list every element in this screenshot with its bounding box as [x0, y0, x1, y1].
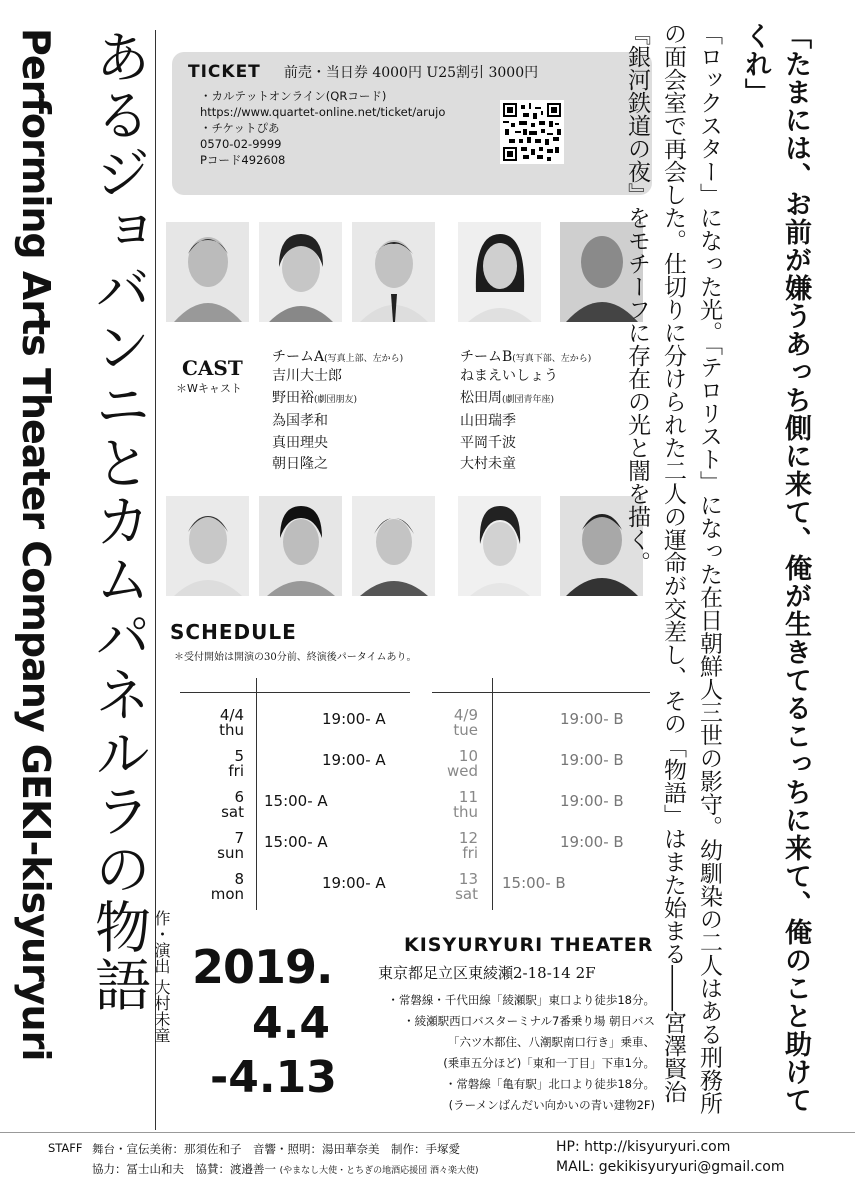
start-date: 4.4 — [252, 998, 330, 1049]
email-link[interactable]: MAIL: gekikisyuryuri@gmail.com — [556, 1159, 785, 1175]
cast-photo — [166, 222, 249, 322]
schedule-date-num: 4/9 — [453, 706, 478, 724]
access-line: 「六ツ木都住、八潮駅南口行き」乗車、 — [448, 1035, 655, 1049]
schedule-date — [184, 749, 244, 779]
ticket-line: ・チケットぴあ — [200, 121, 280, 135]
schedule-date-num: 10 — [458, 747, 478, 765]
cast-label: CAST — [182, 356, 243, 380]
schedule-weekday: thu — [219, 721, 244, 739]
schedule-date — [184, 708, 244, 738]
schedule-weekday: wed — [446, 762, 478, 780]
schedule-rule — [256, 678, 257, 910]
schedule-date-num: 6 — [234, 788, 244, 806]
schedule-date — [418, 708, 478, 738]
ticket-phone: 0570-02-9999 — [200, 137, 282, 151]
access-line: (ラーメンばんだい向かいの青い建物2F) — [448, 1098, 655, 1112]
schedule-date — [418, 872, 478, 902]
play-title: あるジョバンニとカムパネルラの物語 — [86, 28, 151, 1014]
cast-photo — [259, 222, 342, 322]
schedule-weekday: sat — [455, 885, 478, 903]
cast-member: 朝日隆之 — [272, 456, 328, 472]
schedule-date-num: 8 — [234, 870, 244, 888]
cast-member: 山田瑞季 — [460, 413, 516, 429]
cast-member: 為国孝和 — [272, 413, 328, 429]
access-line: ・綾瀬駅西口バスターミナル7番乗り場 朝日バス — [403, 1014, 655, 1028]
company-name: Performing Arts Theater Company GEKI-kisyuryuri — [14, 28, 58, 1061]
schedule-date — [184, 872, 244, 902]
schedule-time: 19:00- A — [322, 751, 386, 769]
schedule-date — [184, 790, 244, 820]
schedule-date — [418, 790, 478, 820]
cast-member: 真田理央 — [272, 434, 328, 451]
staff-support: 協力：冨士山和夫 協賛：渡邉善一 — [92, 1162, 276, 1176]
schedule-note: ＊受付開始は開演の30分前、終演後パータイムあり。 — [174, 652, 417, 663]
ticket-label: TICKET — [188, 62, 261, 82]
story-synopsis: 「ロックスター」になった光。「テロリスト」になった在日朝鮮人三世の影守。幼馴染の二人はある刑務所の面会室で再会した。仕切りに分けられた二人の運命が交差し、その「物語」はまた始まる――宮澤賢治『銀河鉄道の夜』をモチーフに存在の光と闇を描く。 — [624, 22, 722, 1115]
schedule-time: 19:00- A — [322, 710, 386, 728]
schedule-time: 19:00- B — [560, 751, 624, 769]
schedule-time: 15:00- A — [264, 833, 328, 851]
ticket-price: 前売・当日券 4000円 U25割引 3000円 — [283, 65, 539, 81]
schedule-date-num: 7 — [234, 829, 244, 847]
schedule-weekday: mon — [210, 885, 244, 903]
qr-code-icon[interactable] — [500, 100, 564, 164]
cast-member: 平岡千波 — [460, 434, 516, 451]
access-line: (乗車五分ほど)「東和一丁目」下車1分。 — [443, 1056, 655, 1070]
schedule-weekday: fri — [228, 762, 244, 780]
ticket-line: ・カルテットオンライン(QRコード) — [200, 89, 387, 103]
venue-access — [387, 990, 655, 1116]
access-line: ・常磐線・千代田線「綾瀬駅」東口より徒歩18分。 — [387, 993, 655, 1007]
schedule-date-num: 13 — [458, 870, 478, 888]
team-b-head: チームB — [460, 349, 513, 365]
end-date: -4.13 — [210, 1052, 337, 1103]
cast-member-troupe: (劇団青年座) — [502, 394, 555, 405]
team-b-note: (写真下部、左から) — [512, 354, 592, 364]
staff-line: 舞台・宣伝美術：那須佐和子 音響・照明：湯田華奈美 制作：手塚愛 — [92, 1142, 460, 1156]
homepage-link[interactable]: HP: http://kisyuryuri.com — [556, 1139, 731, 1155]
venue-name: KISYURYURI THEATER — [404, 934, 654, 956]
cast-member: 野田裕 — [272, 389, 314, 406]
cast-photo — [352, 222, 435, 322]
cast-member-troupe: (劇団朋友) — [314, 394, 358, 405]
schedule-rule — [492, 678, 493, 910]
cast-photo — [259, 496, 342, 596]
schedule-date — [184, 831, 244, 861]
ticket-pcode: Pコード492608 — [200, 153, 286, 167]
staff-label: STAFF — [48, 1141, 83, 1155]
schedule-date-num: 5 — [234, 747, 244, 765]
schedule-weekday: thu — [453, 803, 478, 821]
schedule-time: 19:00- A — [322, 874, 386, 892]
schedule-time: 19:00- B — [560, 710, 624, 728]
schedule-rule — [180, 692, 410, 693]
team-b-list — [460, 346, 591, 476]
schedule-rule — [432, 692, 650, 693]
team-a-note: (写真上部、左から) — [324, 354, 404, 364]
venue-address: 東京都足立区東綾瀬2-18-14 2F — [378, 964, 596, 982]
schedule-weekday: sat — [221, 803, 244, 821]
staff-support-note: (やまなし大使・とちぎの地酒応援団 酒々楽大使) — [279, 1166, 479, 1176]
schedule-time: 15:00- B — [502, 874, 566, 892]
schedule-weekday: tue — [453, 721, 478, 739]
director-credit: 作・演出 大村未童 — [152, 910, 171, 1044]
cast-photo — [352, 496, 435, 596]
cast-photo — [458, 496, 541, 596]
schedule-label: SCHEDULE — [170, 620, 297, 644]
schedule-date-num: 11 — [458, 788, 478, 806]
schedule-date — [418, 831, 478, 861]
team-a-head: チームA — [272, 349, 325, 365]
schedule-date — [418, 749, 478, 779]
access-line: ・常磐線「亀有駅」北口より徒歩18分。 — [444, 1077, 655, 1091]
schedule-weekday: sun — [217, 844, 244, 862]
schedule-time: 15:00- A — [264, 792, 328, 810]
team-a-list — [272, 346, 403, 476]
schedule-weekday: fri — [462, 844, 478, 862]
cast-member: 吉川大士郎 — [272, 368, 342, 384]
schedule-time: 19:00- B — [560, 792, 624, 810]
cast-member: ねまえいしょう — [460, 368, 558, 384]
tagline-quote: 「たまには、お前が嫌うあっち側に来て、俺が生きてるこっちに来て、俺のこと助けてくれ」 — [740, 22, 811, 1114]
staff-line — [92, 1161, 479, 1177]
footer — [0, 1132, 855, 1200]
cast-double-note: ＊Wキャスト — [176, 382, 242, 395]
year: 2019. — [192, 940, 333, 994]
ticket-box — [172, 52, 652, 195]
schedule-date-num: 4/4 — [219, 706, 244, 724]
cast-member: 大村未童 — [460, 456, 516, 472]
schedule-time: 19:00- B — [560, 833, 624, 851]
schedule-date-num: 12 — [458, 829, 478, 847]
ticket-url-link[interactable]: https://www.quartet-online.net/ticket/arujo — [200, 105, 446, 119]
cast-photo — [458, 222, 541, 322]
cast-member: 松田周 — [460, 389, 502, 406]
cast-photo — [166, 496, 249, 596]
